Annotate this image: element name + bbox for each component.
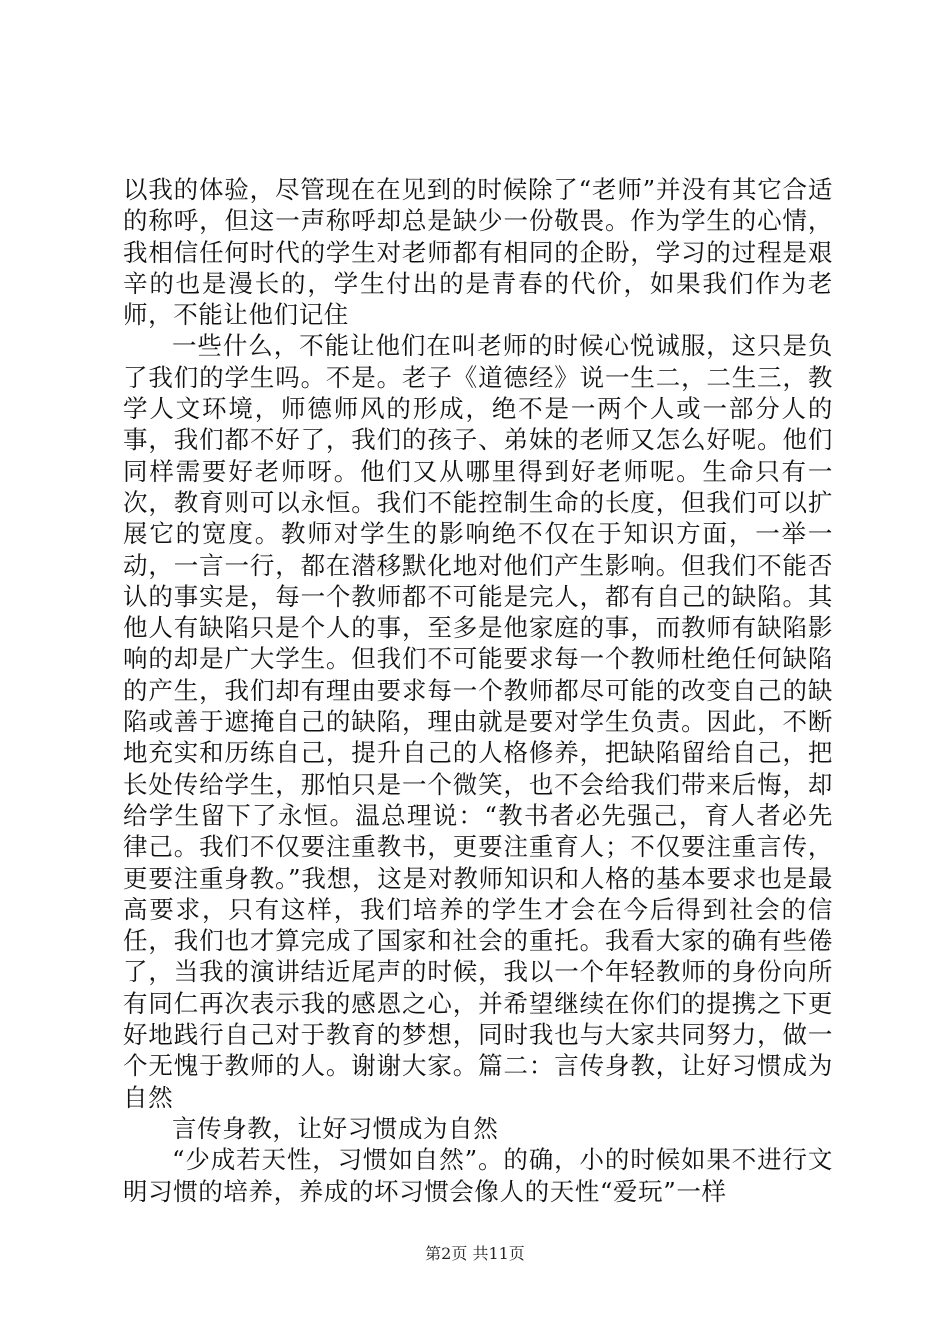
paragraph-4: “少成若天性，习惯如自然”。的确，小的时候如果不进行文明习惯的培养，养成的坏习惯会像人的天性“爱玩”一样 xyxy=(123,1145,833,1206)
paragraph-3-heading: 言传身教，让好习惯成为自然 xyxy=(172,1113,499,1143)
page-footer xyxy=(0,1244,950,1264)
paragraph-2: 一些什么，不能让他们在叫老师的时候心悦诚服，这只是负了我们的学生吗。不是。老子《道德经》说一生二，二生三，教学人文环境，师德师风的形成，绝不是一两个人或一部分人的事，我们都不好了，我们的孩子、弟妹的老师又怎么好呢。他们同样需要好老师呀。他们又从哪里得到好老师呢。生命只有一次，教育则可以永恒。我们不能控制生命的长度，但我们可以扩展它的宽度。教师对学生的影响绝不仅在于知识方面，一举一动，一言一行，都在潜移默化地对他们产生影响。但我们不能否认的事实是，每一个教师都不可能是完人，都有自己的缺陷。其他人有缺陷只是个人的事，至多是他家庭的事，而教师有缺陷影响的却是广大学生。但我们不可能要求每一个教师杜绝任何缺陷的产生，我们却有理由要求每一个教师都尽可能的改变自己的缺陷或善于遮掩自己的缺陷，理由就是要对学生负责。因此，不断地充实和历练自己，提升自己的人格修养，把缺陷留给自己，把长处传给学生，那怕只是一个微笑，也不会给我们带来后悔，却给学生留下了永恒。温总理说：“教书者必先强己，育人者必先律己。我们不仅要注重教书，更要注重育人；不仅要注重言传，更要注重身教。”我想，这是对教师知识和人格的基本要求也是最高要求，只有这样，我们培养的学生才会在今后得到社会的信任，我们也才算完成了国家和社会的重托。我看大家的确有些倦了，当我的演讲结近尾声的时候，我以一个年轻教师的身份向所有同仁再次表示我的感恩之心，并希望继续在你们的提携之下更好地践行自己对于教育的梦想，同时我也与大家共同努力，做一个无愧于教师的人。谢谢大家。篇二：言传身教，让好习惯成为自然 xyxy=(123,331,833,1112)
body-text xyxy=(123,174,833,1207)
page-number-label: 第2页 共11页 xyxy=(425,1244,525,1263)
paragraph-1: 以我的体验，尽管现在在见到的时候除了“老师”并没有其它合适的称呼，但这一声称呼却总是缺少一份敬畏。作为学生的心情，我相信任何时代的学生对老师都有相同的企盼，学习的过程是艰辛的也是漫长的，学生付出的是青春的代价，如果我们作为老师，不能让他们记住 xyxy=(123,175,833,330)
